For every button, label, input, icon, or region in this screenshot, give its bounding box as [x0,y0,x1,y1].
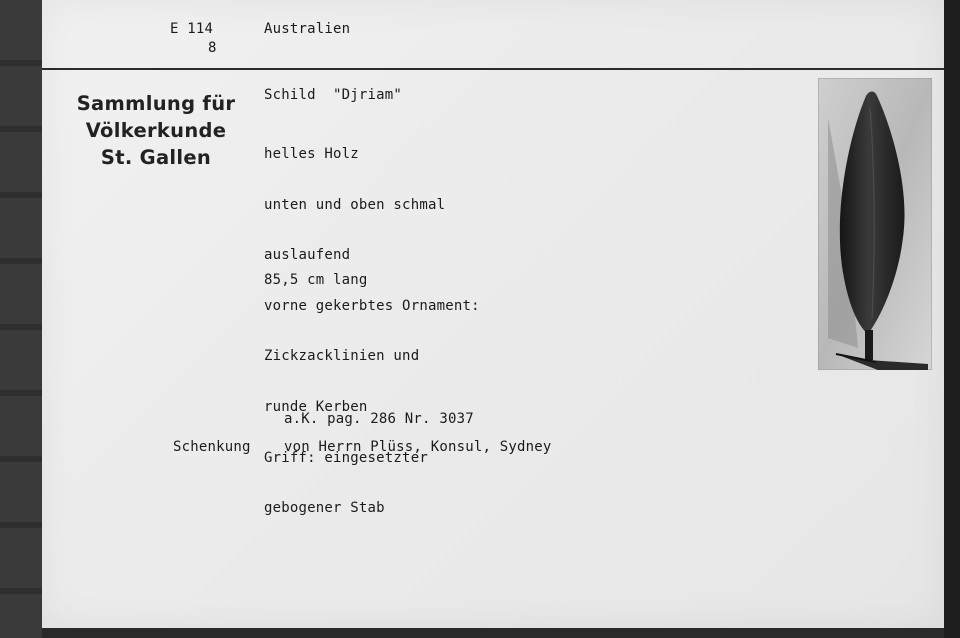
catalog-code: E 114 [170,21,214,37]
reference-number: a.K. pag. 286 Nr. 3037 [284,411,474,427]
description-line: unten und oben schmal [264,196,446,213]
stamp-line-3: St. Gallen [100,146,212,169]
stamp-line-1: Sammlung für [76,92,236,115]
museum-stamp [58,90,254,171]
object-length: 85,5 cm lang [264,272,368,288]
description-line: Griff: eingesetzter [264,449,428,466]
region-label: Australien [264,21,351,37]
stamp-line-2: Völkerkunde [85,119,227,142]
description-line: auslaufend [264,247,351,264]
description-line: Zickzacklinien und [264,348,420,365]
shield-photo [818,78,932,370]
acquisition-label: Schenkung [173,439,251,455]
header-divider [42,68,944,70]
catalog-subnumber: 8 [208,40,217,56]
film-frame-left [0,0,42,638]
catalog-card [42,0,944,628]
shield-photo-image [818,78,932,370]
object-title: Schild "Djriam" [264,87,403,103]
film-frame-right [944,0,960,638]
description-line: vorne gekerbtes Ornament: [264,297,480,314]
description-line: helles Holz [264,146,359,162]
donor-text: von Herrn Plüss, Konsul, Sydney [284,439,552,455]
description-line: gebogener Stab [264,500,385,517]
object-description [264,114,480,551]
description-line: runde Kerben [264,398,368,415]
